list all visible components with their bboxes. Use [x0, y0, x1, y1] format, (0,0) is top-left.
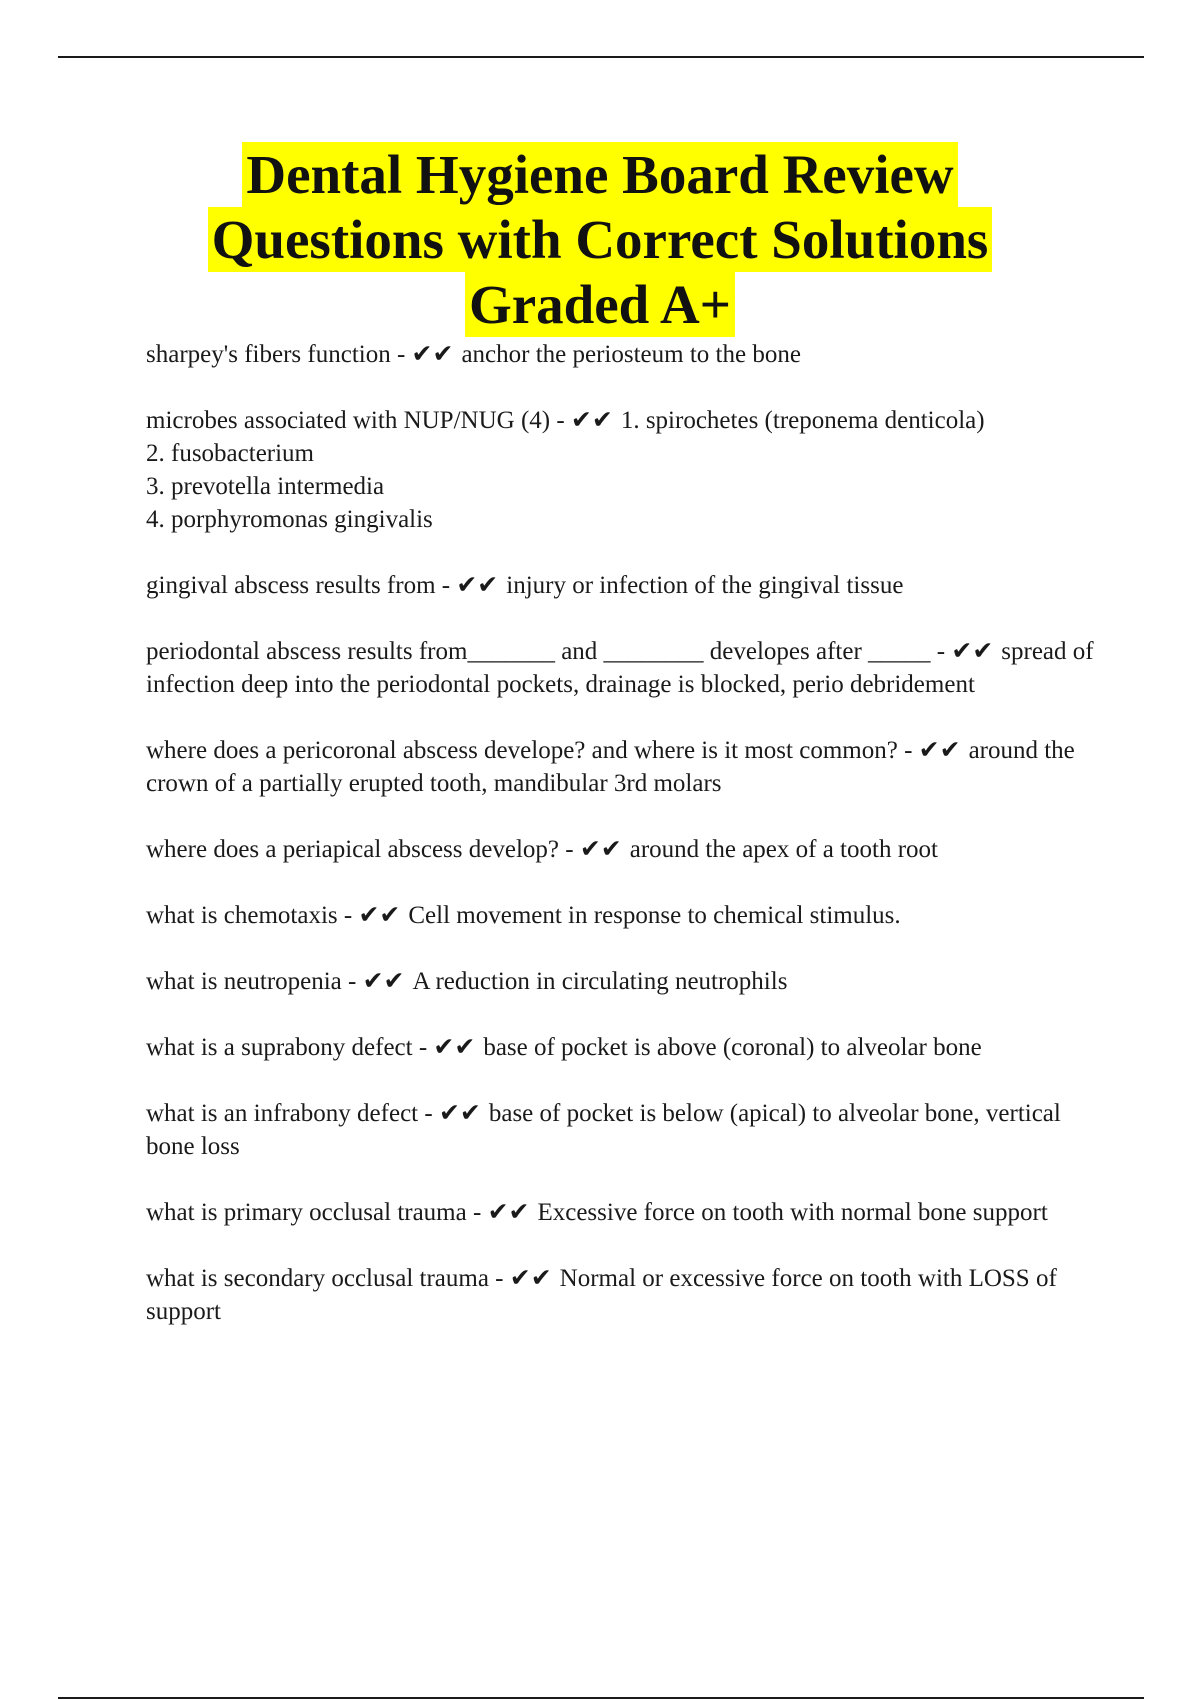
title-line-3: Graded A+ — [465, 272, 735, 337]
title-line-1: Dental Hygiene Board Review — [242, 142, 957, 207]
answer-list-item: 4. porphyromonas gingivalis — [146, 506, 433, 533]
answer-text: Excessive force on tooth with normal bone support — [537, 1199, 1048, 1226]
answer-list-item: 3. prevotella intermedia — [146, 473, 385, 500]
question-text: what is secondary occlusal trauma - — [146, 1265, 510, 1292]
double-check-icon: ✔✔ — [358, 902, 401, 929]
header-rule — [58, 56, 1144, 58]
qa-list — [146, 338, 1106, 1361]
answer-text: spread of infection deep into the periodontal pockets, drainage is blocked, perio debridement — [146, 638, 1094, 698]
qa-item — [146, 899, 1106, 932]
answer-text: anchor the periosteum to the bone — [461, 341, 801, 368]
question-text: where does a periapical abscess develop? - — [146, 836, 580, 863]
double-check-icon: ✔✔ — [487, 1199, 530, 1226]
double-check-icon: ✔✔ — [362, 968, 405, 995]
title-line-2: Questions with Correct Solutions — [208, 207, 993, 272]
question-text: what is chemotaxis - — [146, 902, 359, 929]
footer-rule — [58, 1697, 1144, 1699]
answer-text: Cell movement in response to chemical stimulus. — [408, 902, 901, 929]
answer-text: around the crown of a partially erupted tooth, mandibular 3rd molars — [146, 737, 1075, 797]
double-check-icon: ✔✔ — [579, 836, 622, 863]
double-check-icon: ✔✔ — [918, 737, 961, 764]
qa-item — [146, 833, 1106, 866]
answer-text: 1. spirochetes (treponema denticola) — [620, 407, 985, 434]
double-check-icon: ✔✔ — [456, 572, 499, 599]
answer-text: around the apex of a tooth root — [629, 836, 938, 863]
question-text: periodontal abscess results from_______ and ________ developes after _____ - — [146, 638, 952, 665]
qa-item — [146, 1097, 1106, 1163]
double-check-icon: ✔✔ — [570, 407, 613, 434]
question-text: gingival abscess results from - — [146, 572, 457, 599]
qa-item — [146, 1262, 1106, 1328]
question-text: where does a pericoronal abscess develope? and where is it most common? - — [146, 737, 919, 764]
double-check-icon: ✔✔ — [433, 1034, 476, 1061]
qa-item — [146, 1031, 1106, 1064]
answer-list-item: 2. fusobacterium — [146, 440, 315, 467]
question-text: what is a suprabony defect - — [146, 1034, 434, 1061]
answer-text: Normal or excessive force on tooth with LOSS of support — [146, 1265, 1057, 1325]
qa-item — [146, 569, 1106, 602]
question-text: microbes associated with NUP/NUG (4) - — [146, 407, 571, 434]
qa-item — [146, 338, 1106, 371]
question-text: what is neutropenia - — [146, 968, 363, 995]
answer-text: base of pocket is above (coronal) to alveolar bone — [483, 1034, 982, 1061]
double-check-icon: ✔✔ — [438, 1100, 481, 1127]
qa-item — [146, 965, 1106, 998]
double-check-icon: ✔✔ — [951, 638, 994, 665]
question-text: what is an infrabony defect - — [146, 1100, 439, 1127]
qa-item — [146, 734, 1106, 800]
question-text: sharpey's fibers function - — [146, 341, 412, 368]
answer-text: base of pocket is below (apical) to alveolar bone, vertical bone loss — [146, 1100, 1061, 1160]
qa-item — [146, 404, 1106, 536]
qa-item — [146, 1196, 1106, 1229]
double-check-icon: ✔✔ — [411, 341, 454, 368]
answer-text: A reduction in circulating neutrophils — [412, 968, 788, 995]
answer-text: injury or infection of the gingival tissue — [506, 572, 904, 599]
question-text: what is primary occlusal trauma - — [146, 1199, 488, 1226]
document-title — [0, 142, 1200, 337]
double-check-icon: ✔✔ — [509, 1265, 552, 1292]
qa-item — [146, 635, 1106, 701]
